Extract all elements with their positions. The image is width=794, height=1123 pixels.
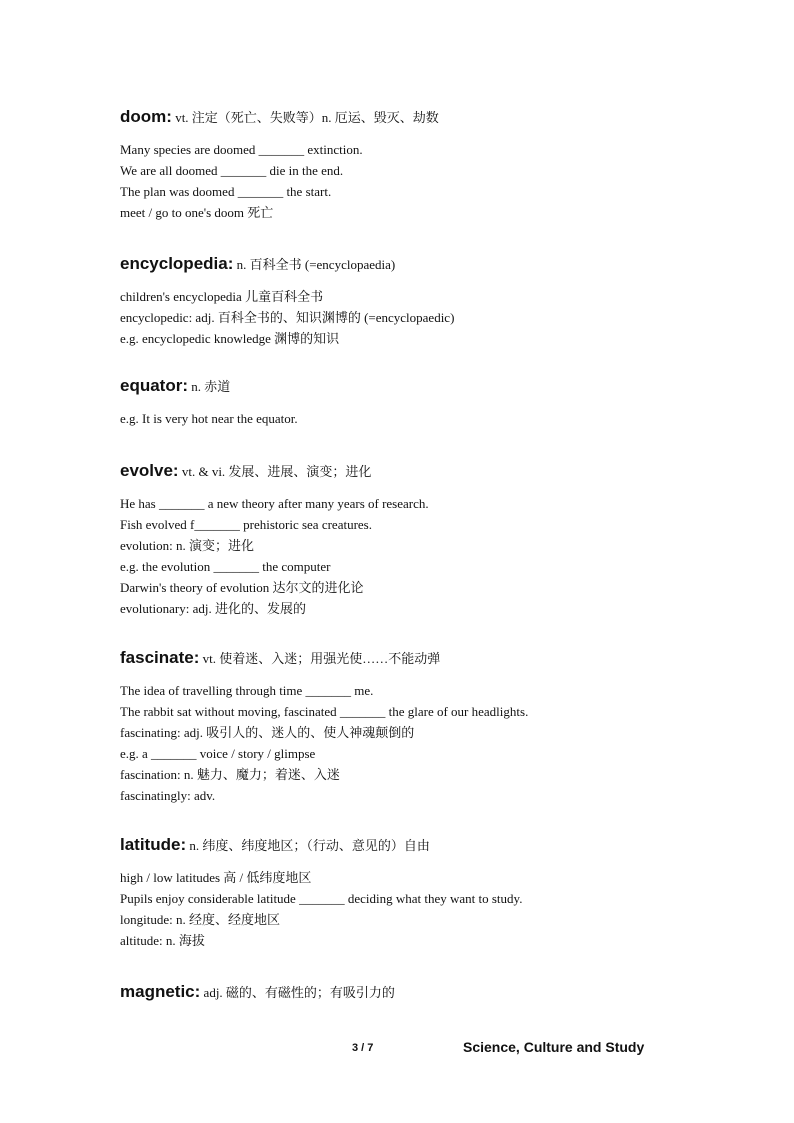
headword: equator: <box>120 376 188 395</box>
definition: adj. 磁的、有磁性的；有吸引力的 <box>203 985 395 1000</box>
example-line: meet / go to one's doom 死亡 <box>120 205 274 220</box>
example-list <box>120 867 740 951</box>
example-line: longitude: n. 经度、经度地区 <box>120 912 280 927</box>
example-line: e.g. a _______ voice / story / glimpse <box>120 746 316 761</box>
example-line: fascination: n. 魅力、魔力；着迷、入迷 <box>120 767 340 782</box>
example-line: altitude: n. 海拔 <box>120 933 205 948</box>
headword: encyclopedia: <box>120 254 234 273</box>
example-line: encyclopedic: adj. 百科全书的、知识渊博的 (=encyclopaedic) <box>120 310 455 325</box>
headword: doom: <box>120 107 172 126</box>
definition: vt. 注定（死亡、失败等）n. 厄运、毁灭、劫数 <box>175 110 439 125</box>
definition: n. 纬度、纬度地区；（行动、意见的）自由 <box>189 838 430 853</box>
definition: vt. 使着迷、入迷；用强光使……不能动弹 <box>202 651 441 666</box>
example-line: Many species are doomed _______ extinction. <box>120 142 363 157</box>
example-line: evolution: n. 演变；进化 <box>120 538 254 553</box>
headword: magnetic: <box>120 982 201 1001</box>
vocab-entry <box>120 649 740 806</box>
example-line: fascinatingly: adv. <box>120 788 216 803</box>
headword: evolve: <box>120 461 179 480</box>
entry-headline <box>120 108 740 127</box>
example-list <box>120 408 740 429</box>
example-list <box>120 680 740 806</box>
example-line: The rabbit sat without moving, fascinated _______ the glare of our headlights. <box>120 704 529 719</box>
entry-headline <box>120 255 740 274</box>
page-number: 3 / 7 <box>352 1042 374 1054</box>
example-line: He has _______ a new theory after many years of research. <box>120 496 429 511</box>
example-line: evolutionary: adj. 进化的、发展的 <box>120 601 306 616</box>
example-line: children's encyclopedia 儿童百科全书 <box>120 289 324 304</box>
vocab-entry <box>120 108 740 223</box>
vocab-entry <box>120 836 740 951</box>
entry-headline <box>120 983 740 1002</box>
footer-title: Science, Culture and Study <box>463 1039 645 1055</box>
entry-headline <box>120 377 740 396</box>
vocab-entry <box>120 983 740 1002</box>
definition: n. 赤道 <box>191 379 231 394</box>
example-line: We are all doomed _______ die in the end. <box>120 163 344 178</box>
example-line: Pupils enjoy considerable latitude _______ deciding what they want to study. <box>120 891 523 906</box>
definition: vt. & vi. 发展、进展、演变；进化 <box>181 464 372 479</box>
example-list <box>120 286 740 349</box>
vocab-entry <box>120 377 740 429</box>
example-line: high / low latitudes 高 / 低纬度地区 <box>120 870 312 885</box>
example-list <box>120 493 740 619</box>
headword: fascinate: <box>120 648 200 667</box>
example-line: e.g. the evolution _______ the computer <box>120 559 331 574</box>
example-line: The plan was doomed _______ the start. <box>120 184 332 199</box>
headword: latitude: <box>120 835 187 854</box>
example-line: fascinating: adj. 吸引人的、迷人的、使人神魂颠倒的 <box>120 725 415 740</box>
example-list <box>120 139 740 223</box>
example-line: The idea of travelling through time _______ me. <box>120 683 374 698</box>
entry-headline <box>120 462 740 481</box>
definition: n. 百科全书 (=encyclopaedia) <box>236 257 396 272</box>
entry-headline <box>120 649 740 668</box>
example-line: Fish evolved f_______ prehistoric sea creatures. <box>120 517 372 532</box>
entry-headline <box>120 836 740 855</box>
example-line: Darwin's theory of evolution 达尔文的进化论 <box>120 580 364 595</box>
vocab-entry <box>120 255 740 349</box>
example-line: e.g. It is very hot near the equator. <box>120 411 298 426</box>
vocab-entry <box>120 462 740 619</box>
example-line: e.g. encyclopedic knowledge 渊博的知识 <box>120 331 340 346</box>
